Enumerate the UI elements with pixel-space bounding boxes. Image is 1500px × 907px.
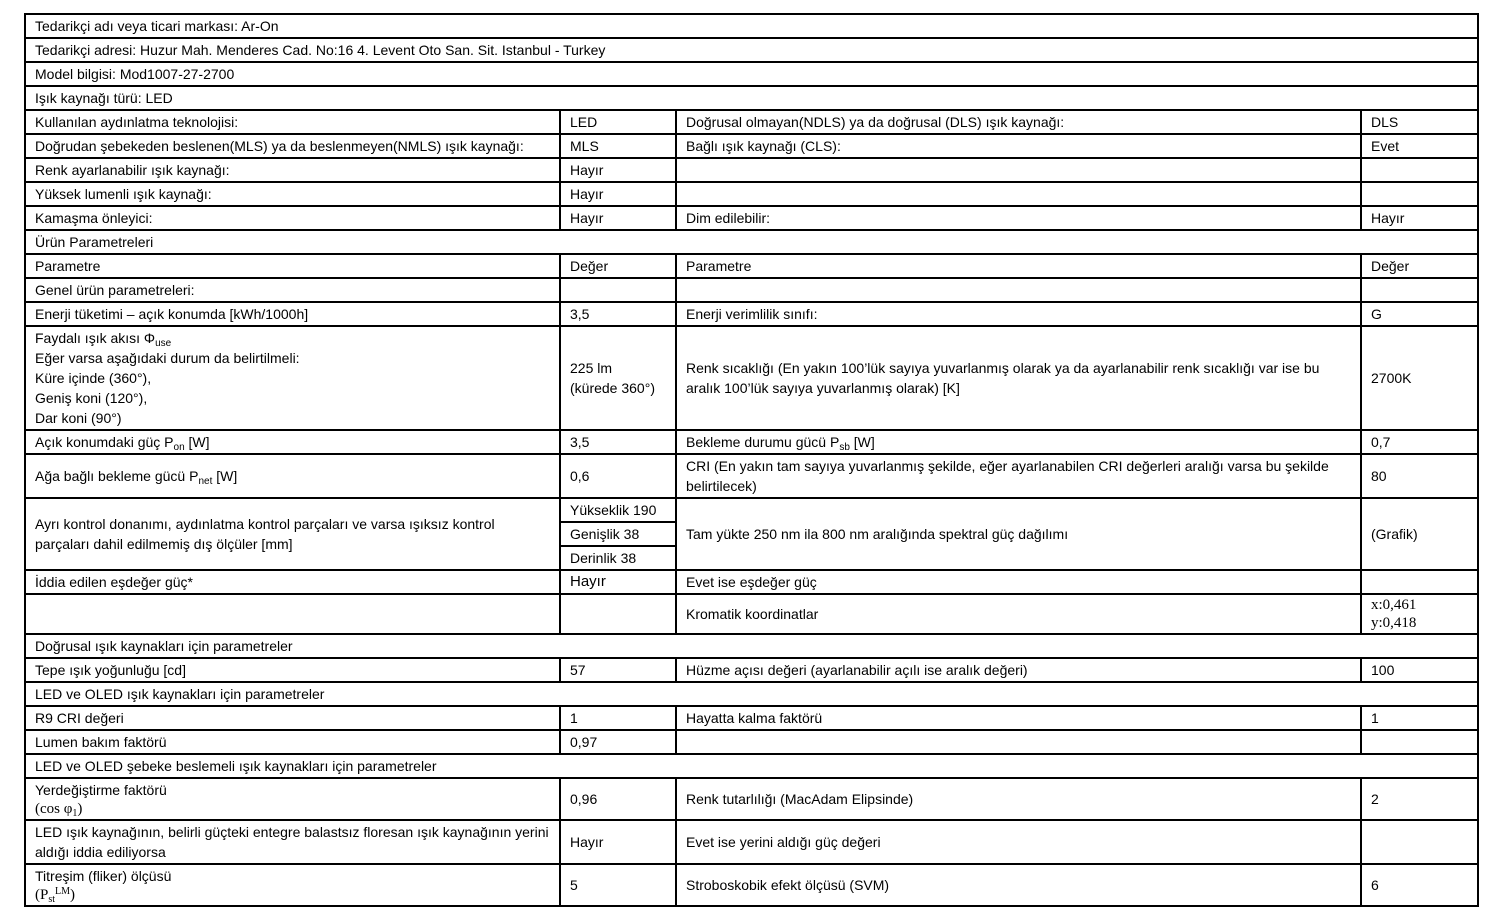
- consistency-value: 2: [1361, 778, 1478, 820]
- equiv-label: Evet ise eşdeğer güç: [676, 570, 1361, 594]
- chroma-y: y:0,418: [1371, 615, 1417, 631]
- claimed-label: İddia edilen eşdeğer güç*: [25, 570, 560, 594]
- survival-value: 1: [1361, 706, 1478, 730]
- model-row: [25, 62, 1478, 86]
- supplier-address-row: [25, 38, 1478, 62]
- cct-label: Renk sıcaklığı (En yakın 100’lük sayıya yuvarlanmış olarak ya da ayarlanabilir renk sıcaklığı var ise bu aralık 100’lük sayıya yuvarlanmış olarak) [K]: [676, 326, 1361, 430]
- empty-cell: [560, 278, 676, 302]
- psb-label: [676, 430, 1361, 454]
- mls-label: Doğrudan şebekeden beslenen(MLS) ya da beslenmeyen(NMLS) ışık kaynağı:: [25, 134, 560, 158]
- empty-cell: [676, 730, 1361, 754]
- table-row: [25, 594, 1478, 634]
- table-row: [25, 278, 1478, 302]
- cct-value: 2700K: [1361, 326, 1478, 430]
- beam-label: Hüzme açısı değeri (ayarlanabilir açılı ise aralık değeri): [676, 658, 1361, 682]
- flux-label: [25, 326, 560, 430]
- cri-value: 80: [1361, 454, 1478, 498]
- table-row: [25, 302, 1478, 326]
- highlumen-label: Yüksek lumenli ışık kaynağı:: [25, 182, 560, 206]
- table-row: [25, 134, 1478, 158]
- flux-label-text: Faydalı ışık akısı Φ: [35, 330, 156, 346]
- r9-value: 1: [560, 706, 676, 730]
- source-type: Işık kaynağı türü: LED: [25, 86, 1478, 110]
- flux-note: Eğer varsa aşağıdaki durum da belirtilmeli:: [35, 350, 300, 366]
- col-header-param: Parametre: [25, 254, 560, 278]
- source-type-row: [25, 86, 1478, 110]
- general-params-title: Genel ürün parametreleri:: [25, 278, 560, 302]
- cri-label: CRI (En yakın tam sayıya yuvarlanmış şekilde, eğer ayarlanabilen CRI değerleri aralığı varsa bu şekilde belirtilecek): [676, 454, 1361, 498]
- energy-label: Enerji tüketimi – açık konumda [kWh/1000h]: [25, 302, 560, 326]
- tech-value: LED: [560, 110, 676, 134]
- empty-cell: [560, 594, 676, 634]
- peak-value: 57: [560, 658, 676, 682]
- chroma-value: [1361, 594, 1478, 634]
- psb-value: 0,7: [1361, 430, 1478, 454]
- tunable-value: Hayır: [560, 158, 676, 182]
- claimed-value: Hayır: [560, 570, 676, 594]
- table-row: [25, 820, 1478, 864]
- beam-value: 100: [1361, 658, 1478, 682]
- dls-params-title: Doğrusal ışık kaynakları için parametreler: [25, 634, 1478, 658]
- dims-depth: Derinlik 38: [560, 546, 676, 570]
- flux-narrow-cone: Dar koni (90°): [35, 410, 122, 426]
- peak-label: Tepe ışık yoğunluğu [cd]: [25, 658, 560, 682]
- dims-label: Ayrı kontrol donanımı, aydınlatma kontrol parçaları ve varsa ışıksız kontrol parçaları dahil edilmemiş dış ölçüler [mm]: [25, 498, 560, 570]
- disp-subscript: 1: [72, 808, 78, 819]
- disp-formula: (cos φ: [35, 801, 73, 817]
- led-params-title: LED ve OLED ışık kaynakları için parametreler: [25, 682, 1478, 706]
- class-label: Enerji verimlilik sınıfı:: [676, 302, 1361, 326]
- product-params-title: Ürün Parametreleri: [25, 230, 1478, 254]
- pnet-value: 0,6: [560, 454, 676, 498]
- col-header-value: Değer: [560, 254, 676, 278]
- table-row: [25, 778, 1478, 820]
- pon-subscript: on: [173, 442, 185, 453]
- flicker-superscript: LM: [55, 886, 71, 897]
- dims-height: Yükseklik 190: [560, 498, 676, 522]
- antiglare-label: Kamaşma önleyici:: [25, 206, 560, 230]
- tunable-label: Renk ayarlanabilir ışık kaynağı:: [25, 158, 560, 182]
- antiglare-value: Hayır: [560, 206, 676, 230]
- empty-cell: [1361, 182, 1478, 206]
- table-row: [25, 326, 1478, 430]
- empty-cell: [676, 278, 1361, 302]
- cls-label: Bağlı ışık kaynağı (CLS):: [676, 134, 1361, 158]
- empty-cell: [1361, 158, 1478, 182]
- flicker-value: 5: [560, 864, 676, 906]
- spd-value: (Grafik): [1361, 498, 1478, 570]
- table-row: [25, 206, 1478, 230]
- psb-unit: [W]: [849, 434, 875, 450]
- product-info-table: [24, 13, 1479, 907]
- empty-cell: [1361, 278, 1478, 302]
- table-row: [25, 454, 1478, 498]
- svm-label: Stroboskobik efekt ölçüsü (SVM): [676, 864, 1361, 906]
- table-row: [25, 110, 1478, 134]
- dimmable-value: Hayır: [1361, 206, 1478, 230]
- flicker-label: [25, 864, 560, 906]
- r9-label: R9 CRI değeri: [25, 706, 560, 730]
- flux-sphere: Küre içinde (360°),: [35, 370, 152, 386]
- chroma-x: x:0,461: [1371, 597, 1417, 613]
- claim-value: Hayır: [560, 820, 676, 864]
- flicker-formula: (P: [35, 887, 49, 903]
- disp-close: ): [77, 801, 83, 817]
- flicker-label-text: Titreşim (fliker) ölçüsü: [35, 868, 172, 884]
- table-row: [25, 498, 1478, 522]
- lumen-label: Lumen bakım faktörü: [25, 730, 560, 754]
- energy-value: 3,5: [560, 302, 676, 326]
- ndls-label: Doğrusal olmayan(NDLS) ya da doğrusal (DLS) ışık kaynağı:: [676, 110, 1361, 134]
- disp-value: 0,96: [560, 778, 676, 820]
- flux-value-note: (kürede 360°): [570, 380, 655, 396]
- spd-label: Tam yükte 250 nm ila 800 nm aralığında spektral güç dağılımı: [676, 498, 1361, 570]
- col-header-param-2: Parametre: [676, 254, 1361, 278]
- highlumen-value: Hayır: [560, 182, 676, 206]
- dimmable-label: Dim edilebilir:: [676, 206, 1361, 230]
- table-row: [25, 658, 1478, 682]
- flux-wide-cone: Geniş koni (120°),: [35, 390, 148, 406]
- table-row: [25, 182, 1478, 206]
- psb-subscript: sb: [839, 442, 850, 453]
- empty-cell: [1361, 730, 1478, 754]
- supplier-address: Tedarikçi adresi: Huzur Mah. Menderes Cad. No:16 4. Levent Oto San. Sit. Istanbul - Turkey: [25, 38, 1478, 62]
- col-header-value-2: Değer: [1361, 254, 1478, 278]
- table-row: [25, 570, 1478, 594]
- model-info: Model bilgisi: Mod1007-27-2700: [25, 62, 1478, 86]
- pon-label: [25, 430, 560, 454]
- ndls-value: DLS: [1361, 110, 1478, 134]
- empty-cell: [676, 182, 1361, 206]
- equiv-value: [1361, 570, 1478, 594]
- section-header-row: [25, 230, 1478, 254]
- table-row: [25, 158, 1478, 182]
- section-header-row: [25, 634, 1478, 658]
- pon-label-text: Açık konumdaki güç P: [35, 434, 174, 450]
- pnet-label-text: Ağa bağlı bekleme gücü P: [35, 468, 199, 484]
- class-value: G: [1361, 302, 1478, 326]
- section-header-row: [25, 682, 1478, 706]
- replace-label: Evet ise yerini aldığı güç değeri: [676, 820, 1361, 864]
- supplier-name-row: [25, 14, 1478, 38]
- disp-label-text: Yerdeğiştirme faktörü: [35, 782, 167, 798]
- svm-value: 6: [1361, 864, 1478, 906]
- pon-value: 3,5: [560, 430, 676, 454]
- table-row: [25, 864, 1478, 906]
- cls-value: Evet: [1361, 134, 1478, 158]
- flux-subscript: use: [155, 338, 172, 349]
- empty-cell: [25, 594, 560, 634]
- flicker-subscript: st: [48, 894, 56, 905]
- tech-label: Kullanılan aydınlatma teknolojisi:: [25, 110, 560, 134]
- pnet-unit: [W]: [212, 468, 238, 484]
- claim-label: LED ışık kaynağının, belirli güçteki entegre balastsız floresan ışık kaynağının yerini aldığı iddia ediliyorsa: [25, 820, 560, 864]
- table-row: [25, 430, 1478, 454]
- table-row: [25, 706, 1478, 730]
- psb-label-text: Bekleme durumu gücü P: [686, 434, 840, 450]
- flux-value: [560, 326, 676, 430]
- mls-value: MLS: [560, 134, 676, 158]
- flux-value-lm: 225 lm: [570, 360, 613, 376]
- supplier-name: Tedarikçi adı veya ticari markası: Ar-On: [25, 14, 1478, 38]
- empty-cell: [676, 158, 1361, 182]
- flicker-close: ): [70, 887, 76, 903]
- replace-value: [1361, 820, 1478, 864]
- lumen-value: 0,97: [560, 730, 676, 754]
- survival-label: Hayatta kalma faktörü: [676, 706, 1361, 730]
- section-header-row: [25, 754, 1478, 778]
- pnet-subscript: net: [198, 476, 213, 487]
- dims-width: Genişlik 38: [560, 522, 676, 546]
- column-header-row: [25, 254, 1478, 278]
- pnet-label: [25, 454, 560, 498]
- consistency-label: Renk tutarlılığı (MacAdam Elipsinde): [676, 778, 1361, 820]
- pon-unit: [W]: [184, 434, 210, 450]
- table-row: [25, 730, 1478, 754]
- disp-label: [25, 778, 560, 820]
- chroma-label: Kromatik koordinatlar: [676, 594, 1361, 634]
- mains-params-title: LED ve OLED şebeke beslemeli ışık kaynakları için parametreler: [25, 754, 1478, 778]
